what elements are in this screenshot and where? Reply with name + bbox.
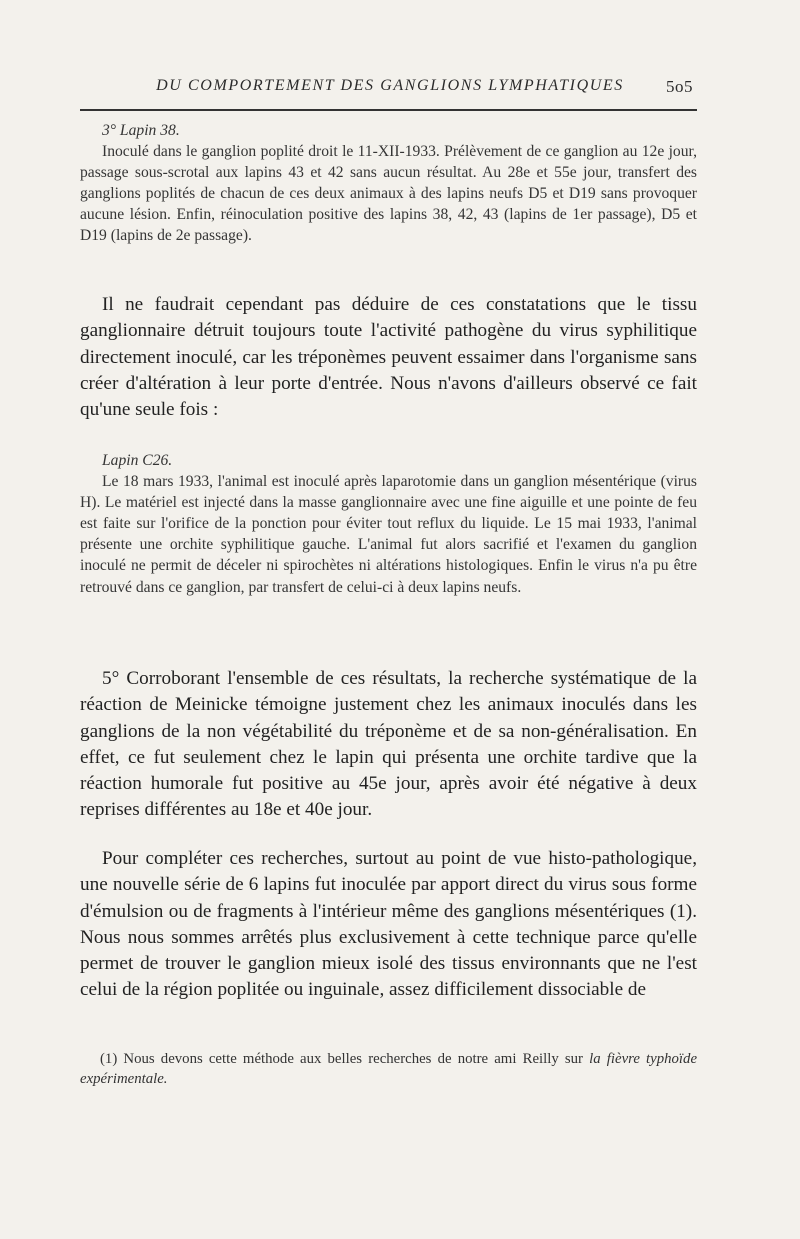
footnote-text: Nous devons cette méthode aux belles recherches de notre ami Reilly sur xyxy=(123,1051,583,1067)
footnote-cited-title: la fièvre typhoïde expérimentale. xyxy=(80,1051,698,1087)
case-text: Le 18 mars 1933, l'animal est inoculé après laparotomie dans un ganglion mésentérique (virus H). Le matériel est injecté dans la masse ganglionnaire avec une fine aiguille et une pointe de feu est faite sur l'orifice de la ponction pour éviter tout reflux du liquide. Le 15 mai 1933, l'animal présente une orchite syphilitique gauche. L'animal fut alors sacrifié et l'examen du ganglion inoculé ne permit de déceler ni spirochètes ni altérations histologiques. Enfin le virus n'a pu être retrouvé dans ce ganglion, par transfert de celui-ci à deux lapins neufs. xyxy=(80,473,697,596)
paragraph-meinicke: 5° Corroborant l'ensemble de ces résultats, la recherche systématique de la réaction de Meinicke témoigne justement chez les animaux inoculés dans les ganglions de la non végétabilité du tréponème et de sa non-généralisation. En effet, ce fut seulement chez le lapin qui présenta une orchite tardive que la réaction humorale fut positive au 45e jour, après avoir été négative à deux reprises différentes au 18e et 40e jour. xyxy=(80,668,697,821)
running-header-title: DU COMPORTEMENT DES GANGLIONS LYMPHATIQUES xyxy=(156,77,624,94)
paragraph-observation: Il ne faudrait cependant pas déduire de ces constatations que le tissu ganglionnaire détruit toujours toute l'activité pathogène du virus syphilitique directement inoculé, car les tréponèmes peuvent essaimer dans l'organisme sans créer d'altération à leur porte d'entrée. Nous n'avons d'ailleurs observé ce fait qu'une seule fois : xyxy=(80,294,697,421)
header-rule xyxy=(80,109,697,111)
paragraph-histopathology: Pour compléter ces recherches, surtout au point de vue histo-pathologique, une nouvelle série de 6 lapins fut inoculée par apport direct du virus sous forme d'émulsion ou de fragments à l'intérieur même des ganglions mésentériques (1). Nous nous sommes arrêtés plus exclusivement à cette technique parce qu'elle permet de trouver le ganglion mieux isolé des tissus environnants que ne l'est celui de la région poplitée ou inguinale, assez difficilement dissociable de xyxy=(80,848,697,1001)
footnote-mark: (1) xyxy=(100,1051,118,1067)
case-rabbit-38 xyxy=(80,120,697,247)
case-heading: Lapin C26. xyxy=(102,452,173,469)
case-heading: 3° Lapin 38. xyxy=(102,122,180,139)
footnote xyxy=(80,1049,697,1089)
page-number: 5o5 xyxy=(666,77,693,96)
case-text: Inoculé dans le ganglion poplité droit le 11-XII-1933. Prélèvement de ce ganglion au 12e jour, passage sous-scrotal aux lapins 43 et 42 sans aucun résultat. Au 28e et 55e jour, transfert des ganglions poplités de chacun de ces deux animaux à des lapins neufs D5 et D19 sans provoquer aucune lésion. Enfin, réinoculation positive des lapins 38, 42, 43 (lapins de 1er passage), D5 et D19 (lapins de 2e passage). xyxy=(80,143,697,245)
case-rabbit-c26 xyxy=(80,450,697,598)
